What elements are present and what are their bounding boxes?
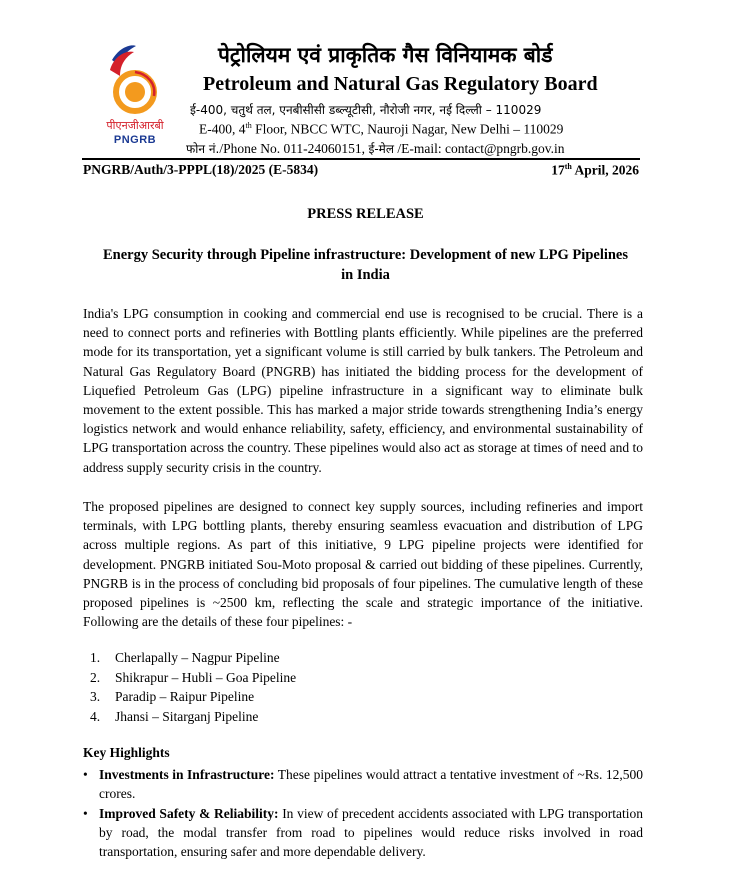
key-highlights-heading: Key Highlights	[83, 745, 170, 760]
address-english: E-400, 4th Floor, NBCC WTC, Nauroji Nagar, New Delhi – 110029	[199, 121, 564, 137]
reference-number: PNGRB/Auth/3-PPPL(18)/2025 (E-5834)	[83, 162, 319, 177]
org-title-hindi: पेट्रोलियम एवं प्राकृतिक गैस विनियामक बोर्ड	[218, 43, 553, 67]
bullet-icon: •	[83, 806, 88, 821]
pipeline-list	[90, 648, 296, 726]
header-divider	[82, 158, 640, 160]
list-item: 1. Cherlapally – Nagpur Pipeline	[90, 650, 280, 665]
highlight-item: • Investments in Infrastructure: These pipelines would attract a tentative investment of ~Rs. 12,500 crores.	[83, 767, 643, 802]
list-item: 2. Shikrapur – Hubli – Goa Pipeline	[90, 669, 297, 685]
logo-hindi-text: पीएनजीआरबी	[106, 119, 164, 132]
press-release-title: PRESS RELEASE	[307, 206, 424, 222]
list-item: 4. Jhansi – Sitarganj Pipeline	[90, 708, 259, 724]
body-paragraph-1: India's LPG consumption in cooking and commercial end use is recognised to be crucial. There is a need to connect ports and refineries with Bottling plants efficiently. While pipelines are the preferred mode for its transportation, yet a significant volume is still carried by bulk tankers. The Petroleum and Natural Gas Regulatory Board (PNGRB) has initiated the bidding process for the development of Liquefied Petroleum Gas (LPG) pipeline infrastructure in a significant way to eliminate bulk movement to the extent possible. This has marked a major stride towards strengthening India’s energy logistics network and would enhance reliability, safety, efficiency, and environmental sustainability of LPG transportation across the country. These pipelines would also act as storage at times of need and to address supply security crisis in the country.	[83, 306, 643, 475]
logo-english-text: PNGRB	[113, 134, 157, 146]
list-item: 3. Paradip – Raipur Pipeline	[90, 689, 255, 704]
headline: Energy Security through Pipeline infrastructure: Development of new LPG Pipelines in India	[102, 247, 629, 283]
org-title-english: Petroleum and Natural Gas Regulatory Board	[203, 73, 598, 95]
pngrb-flame-logo-icon	[90, 44, 180, 116]
issue-date: 17th April, 2026	[551, 162, 639, 178]
pngrb-logo	[90, 44, 180, 149]
highlight-item: • Improved Safety & Reliability: In view of precedent accidents associated with LPG transportation by road, the modal transfer from road to pipelines would reduce risks involved in road transportation, ensuring safer and more dependable delivery.	[83, 806, 643, 860]
body-paragraph-2: The proposed pipelines are designed to connect key supply sources, including refineries and import terminals, with LPG bottling plants, thereby ensuring seamless evacuation and distribution of LPG across multiple regions. As part of this initiative, 9 LPG pipeline projects were identified for development. PNGRB initiated Sou-Moto proposal & carried out bidding of these pipelines. Currently, PNGRB is in the process of concluding bid proposals of four pipelines. The cumulative length of these proposed pipelines is ~2500 km, reflecting the scale and strategic importance of the initiative. Following are the details of these four pipelines: -	[83, 499, 643, 630]
bullet-icon: •	[83, 767, 88, 782]
address-hindi: ई-400, चतुर्थ तल, एनबीसीसी डब्ल्यूटीसी, नौरोजी नगर, नई दिल्ली – 110029	[190, 103, 542, 117]
contact-line: फोन नं./Phone No. 011-24060151, ई-मेल /E-mail: contact@pngrb.gov.in	[186, 141, 565, 156]
